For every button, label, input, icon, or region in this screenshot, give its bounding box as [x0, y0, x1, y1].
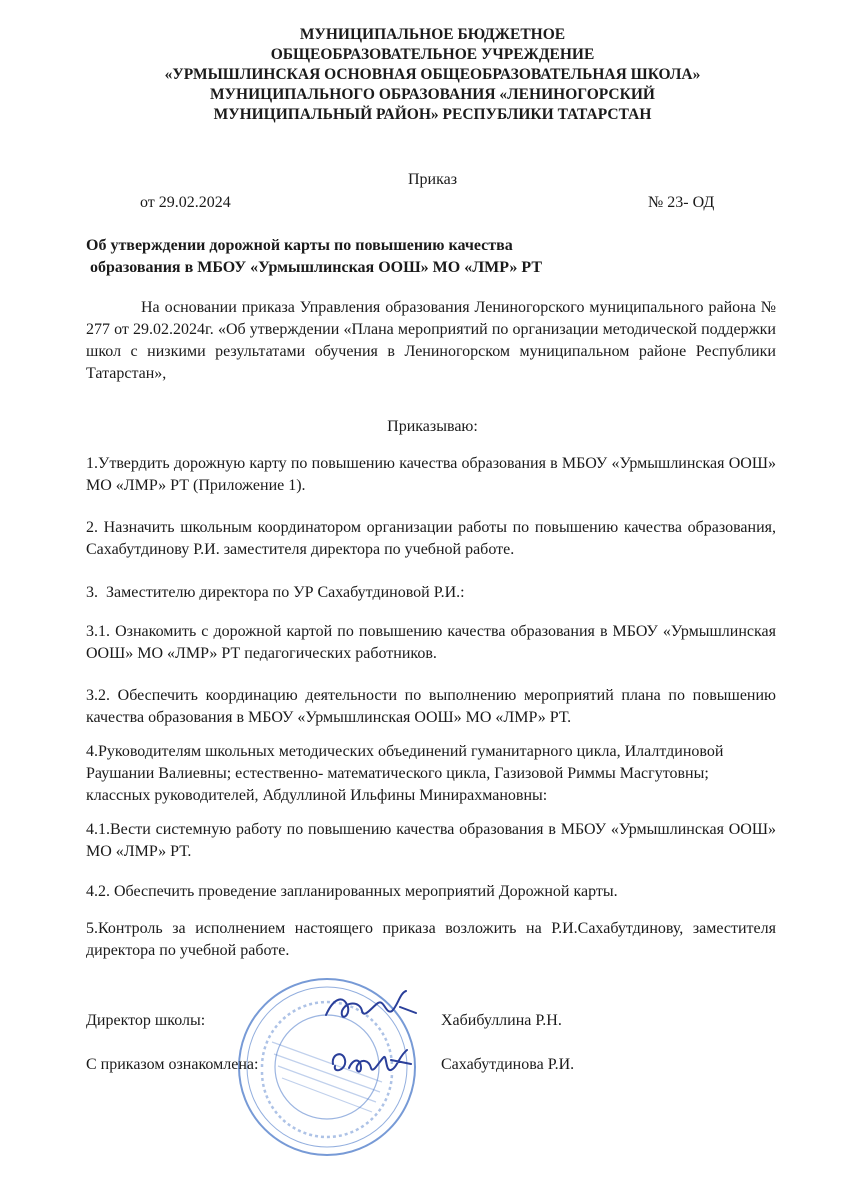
acknowledgment-signature: [325, 1040, 415, 1090]
director-name: Хабибуллина Р.Н.: [441, 1012, 562, 1029]
order-item-4-2: 4.2. Обеспечить проведение запланированных мероприятий Дорожной карты.: [86, 883, 618, 900]
order-item-4: 4.Руководителям школьных методических объединений гуманитарного цикла, Илалтдиновой Раушании Валиевны; естественно- математического цикла, Газизовой Риммы Масгутовны; классных руководителей, Абдуллиной Ильфины Минирахмановны:: [86, 743, 724, 804]
header-line: МУНИЦИПАЛЬНОЕ БЮДЖЕТНОЕ: [299, 26, 566, 43]
document-date: от 29.02.2024: [140, 194, 231, 211]
acknowledgment-label: С приказом ознакомлена:: [86, 1056, 259, 1073]
order-item-3-1: 3.1. Ознакомить с дорожной картой по повышению качества образования в МБОУ «Урмышлинская ООШ» МО «ЛМР» РТ педагогических работников.: [86, 623, 776, 662]
acknowledgment-name: Сахабутдинова Р.И.: [441, 1056, 575, 1073]
order-item-1: 1.Утвердить дорожную карту по повышению качества образования в МБОУ «Урмышлинская ООШ» МО «ЛМР» РТ (Приложение 1).: [86, 455, 776, 494]
director-label: Директор школы:: [86, 1012, 206, 1029]
header-line: МУНИЦИПАЛЬНЫЙ РАЙОН» РЕСПУБЛИКИ ТАТАРСТАН: [213, 106, 652, 123]
order-heading: Приказываю:: [387, 418, 478, 435]
document-subject: [86, 235, 646, 279]
document-type: Приказ: [407, 171, 458, 188]
order-item-2: 2. Назначить школьным координатором организации работы по повышению качества образования, Сахабутдинову Р.И. заместителя директора по учебной работе.: [86, 519, 776, 558]
order-item-3-2: 3.2. Обеспечить координацию деятельности по выполнению мероприятий плана по повышению качества образования в МБОУ «Урмышлинская ООШ» МО «ЛМР» РТ.: [86, 687, 776, 726]
header-line: «УРМЫШЛИНСКАЯ ОСНОВНАЯ ОБЩЕОБРАЗОВАТЕЛЬНАЯ ШКОЛА»: [164, 66, 701, 83]
subject-line: образования в МБОУ «Урмышлинская ООШ» МО «ЛМР» РТ: [86, 259, 543, 276]
header-line: ОБЩЕОБРАЗОВАТЕЛЬНОЕ УЧРЕЖДЕНИЕ: [270, 46, 595, 63]
order-item-5: 5.Контроль за исполнением настоящего приказа возложить на Р.И.Сахабутдинову, заместителя директора по учебной работе.: [86, 920, 776, 959]
document-number: № 23- ОД: [648, 194, 715, 211]
order-item-4-1: 4.1.Вести системную работу по повышению качества образования в МБОУ «Урмышлинская ООШ» МО «ЛМР» РТ.: [86, 821, 776, 860]
subject-line: Об утверждении дорожной карты по повышению качества: [86, 237, 513, 254]
organization-header: [0, 25, 865, 125]
order-item-3: 3. Заместителю директора по УР Сахабутдиновой Р.И.:: [86, 584, 465, 601]
header-line: МУНИЦИПАЛЬНОГО ОБРАЗОВАНИЯ «ЛЕНИНОГОРСКИЙ: [210, 86, 655, 103]
preamble-paragraph: На основании приказа Управления образования Лениногорского муниципального района № 277 от 29.02.2024г. «Об утверждении «Плана мероприятий по организации методической поддержки школ с низкими результатами обучения в Лениногорском муниципальном районе Республики Татарстан»,: [86, 299, 776, 382]
director-signature: [320, 985, 420, 1035]
